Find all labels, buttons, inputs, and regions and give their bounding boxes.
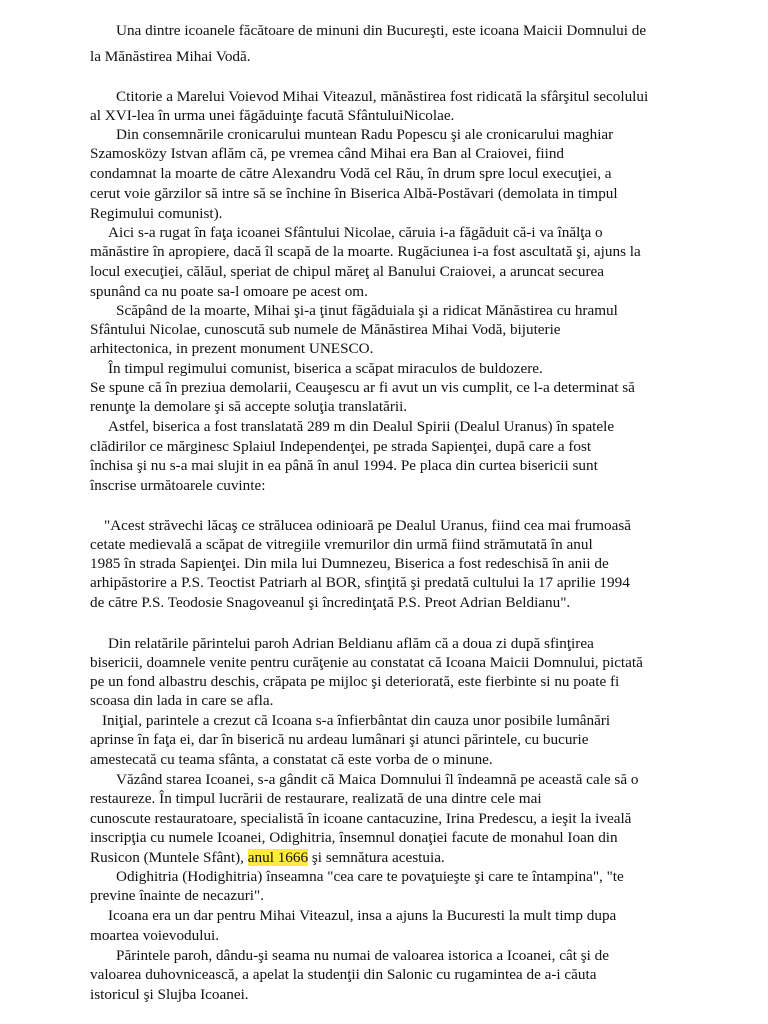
text-line: Odighitria (Hodighitria) înseamna "cea care te povaţuieşte şi care te întampina", "te [116,868,624,885]
text-line: Regimului comunist). [90,205,223,222]
quote-line: cetate medievală a scăpat de vitregiile vremurilor din urmă fiind strămutată în anul [90,536,593,553]
text-line: istoricul şi Slujba Icoanei. [90,986,249,1003]
text-line: Aici s-a rugat în faţa icoanei Sfântului Nicolae, căruia i-a făgăduit că-i va înălţa o [108,224,603,241]
text-segment: Rusicon (Muntele Sfânt), [90,849,244,866]
text-line: valoarea duhovnicească, a apelat la studenţii din Salonic cu rugamintea de a-i căuta [90,966,597,983]
quote-line: 1985 în strada Sapienţei. Din mila lui Dumnezeu, Biserica a fost redeschisă în anii de [90,555,609,572]
text-line: Ctitorie a Marelui Voievod Mihai Viteazul, mănăstirea fost ridicată la sfârşitul secolului [116,88,649,105]
text-line: la Mănăstirea Mihai Vodă. [90,48,251,65]
text-line: amestecată cu teama sfânta, a constatat că este vorba de o minune. [90,751,493,768]
text-line: bisericii, doamnele venite pentru curăţenie au constatat că Icoana Maicii Domnului, pictată [90,654,643,671]
text-line: clădirilor ce mărginesc Splaiul Independenţei, pe strada Sapienţei, după care a fost [90,438,592,455]
text-line: cunoscute restauratoare, specialistă în icoane cantacuzine, Irina Predescu, a ieşit la iveală [90,810,632,827]
text-line: Scăpând de la moarte, Mihai şi-a ţinut făgăduiala şi a ridicat Mănăstirea cu hramul [116,302,618,319]
highlighted-year: anul 1666 [247,849,309,866]
text-line: aprinse în faţa ei, dar în biserică nu ardeau lumânari şi atunci părintele, cu bucurie [90,731,589,748]
text-line: Iniţial, parintele a crezut că Icoana s-a înfierbântat din cauza unor posibile lumânări [102,712,611,729]
text-segment: şi semnătura acestuia. [311,849,445,866]
text-line: restaureze. În timpul lucrării de restaurare, realizată de una dintre cele mai [90,790,542,807]
quote-line: "Acest străvechi lăcaş ce strălucea odinioară pe Dealul Uranus, fiind cea mai frumoasă [104,517,631,534]
text-line-with-highlight [90,849,445,867]
text-line: cerut voie gărzilor să intre să se închine în Biserica Albă-Postăvari (demolata in timpul [90,185,618,202]
text-line: Astfel, biserica a fost translatată 289 m din Dealul Spirii (Dealul Uranus) în spatele [108,418,615,435]
text-line: spunând ca nu poate sa-l omoare pe acest om. [90,283,368,300]
text-line: Icoana era un dar pentru Mihai Viteazul, insa a ajuns la Bucuresti la mult timp dupa [108,907,617,924]
text-line: închisa şi nu s-a mai slujit in ea până în anul 1994. Pe placa din curtea bisericii sunt [90,457,598,474]
text-line: În timpul regimului comunist, biserica a scăpat miraculos de buldozere. [108,360,543,377]
text-line: Una dintre icoanele făcătoare de minuni din Bucureşti, este icoana Maicii Domnului de [116,22,647,39]
text-line: Din relatările părintelui paroh Adrian Beldianu aflăm că a doua zi după sfinţirea [108,635,594,652]
text-line: Szamosközy Istvan aflăm că, pe vremea când Mihai era Ban al Craiovei, fiind [90,145,565,162]
text-line: arhitectonica, in prezent monument UNESCO. [90,340,374,357]
text-line: previne înainte de necazuri". [90,887,265,904]
text-line: Se spune că în preziua demolarii, Ceauşescu ar fi avut un vis cumplit, ce l-a determinat să [90,379,635,396]
text-line: al XVI-lea în urma unei făgăduinţe facută SfântuluiNicolae. [90,107,455,124]
text-line: scoasa din lada in care se afla. [90,692,274,709]
text-line: pe un fond albastru deschis, crăpata pe mijloc şi deteriorată, este fierbinte si nu poate fi [90,673,620,690]
text-line: moartea voievodului. [90,927,220,944]
text-line: Părintele paroh, dându-şi seama nu numai de valoarea istorica a Icoanei, cât şi de [116,947,609,964]
quote-line: de către P.S. Teodosie Snagoveanul şi încredinţată P.S. Preot Adrian Beldianu". [90,594,571,611]
text-line: renunţe la demolare şi să accepte soluţia translatării. [90,398,408,415]
text-line: Văzând starea Icoanei, s-a gândit că Maica Domnului îl îndeamnă pe această cale să o [116,771,639,788]
text-line: mănăstire în apropiere, dacă îl scapă de la moarte. Rugăciunea i-a fost ascultată şi, ajuns la [90,243,641,260]
text-line: condamnat la moarte de către Alexandru Vodă cel Rău, în drum spre locul execuţiei, a [90,165,612,182]
text-line: inscripţia cu numele Icoanei, Odighitria, însemnul donaţiei facute de monahul Ioan din [90,829,618,846]
text-line: înscrise următoarele cuvinte: [90,477,266,494]
text-line: locul execuţiei, călăul, speriat de chipul măreţ al Banului Craiovei, a aruncat securea [90,263,605,280]
quote-line: arhipăstorire a P.S. Teoctist Patriarh al BOR, sfinţită şi predată cultului la 17 aprilie 1994 [90,574,630,591]
text-line: Sfântului Nicolae, cunoscută sub numele de Mănăstirea Mihai Vodă, bijuterie [90,321,561,338]
text-line: Din consemnările cronicarului muntean Radu Popescu şi ale cronicarului maghiar [116,126,614,143]
